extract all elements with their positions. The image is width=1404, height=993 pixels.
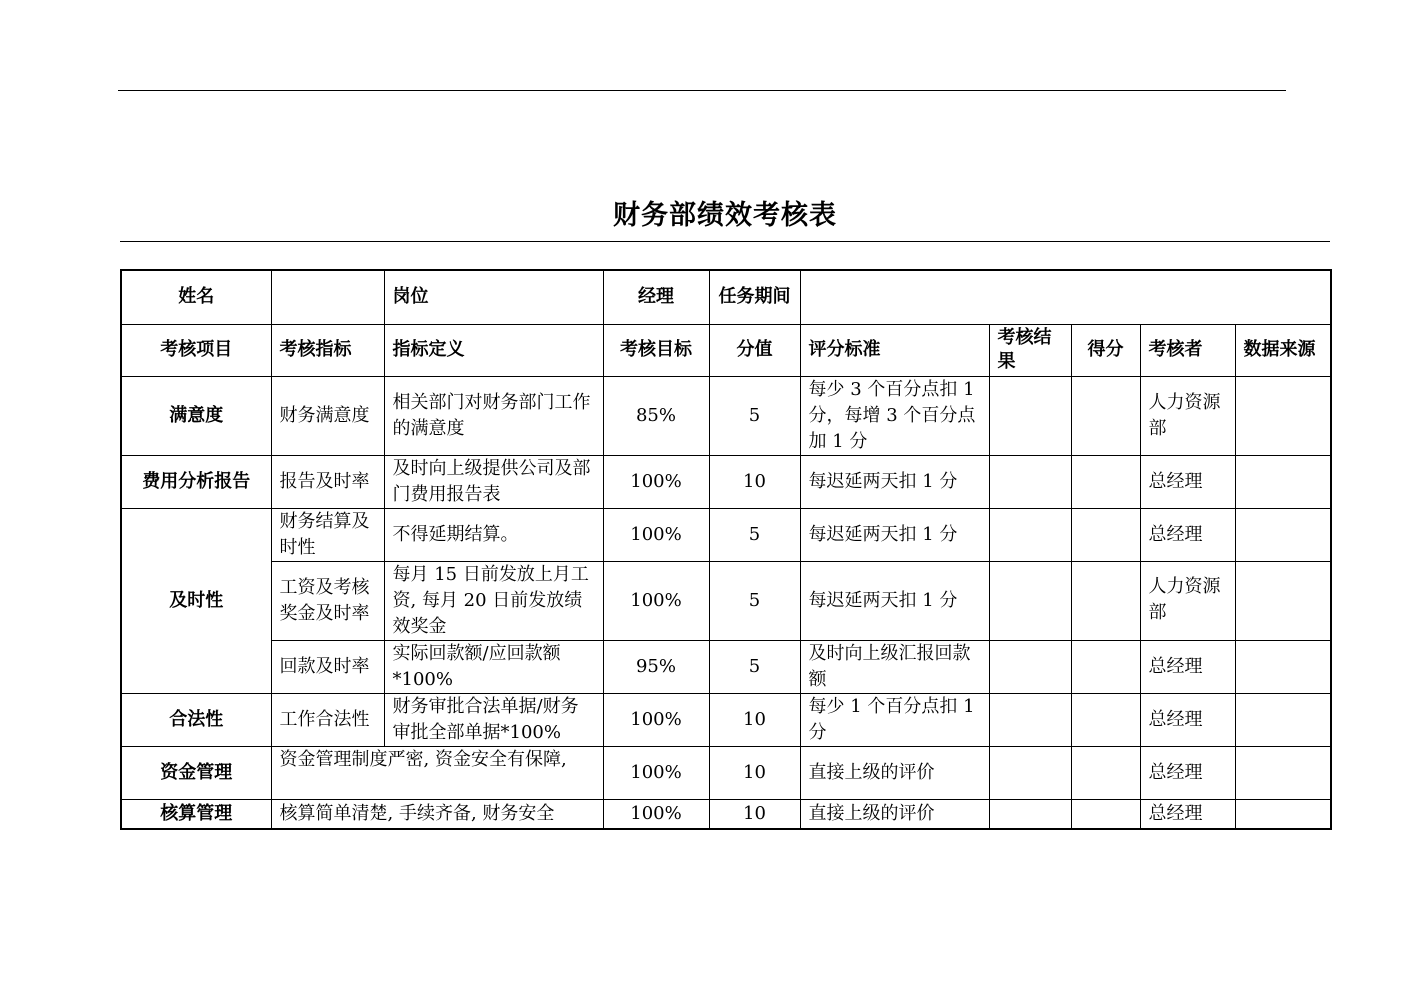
points-cell [1071, 376, 1140, 455]
points-cell [1071, 799, 1140, 829]
source-cell [1235, 376, 1331, 455]
assessment-table [120, 269, 1332, 830]
score-cell: 10 [709, 455, 800, 508]
definition-cell: 及时向上级提供公司及部门费用报告表 [384, 455, 603, 508]
points-cell [1071, 640, 1140, 693]
target-cell: 85% [603, 376, 709, 455]
criteria-cell: 每少 3 个百分点扣 1 分，每增 3 个百分点加 1 分 [800, 376, 989, 455]
source-cell [1235, 508, 1331, 561]
source-cell [1235, 455, 1331, 508]
target-cell: 100% [603, 455, 709, 508]
category-cell: 合法性 [121, 693, 271, 746]
score-cell: 5 [709, 376, 800, 455]
indicator-cell: 工作合法性 [271, 693, 384, 746]
col-header-target: 考核目标 [603, 324, 709, 376]
result-cell [989, 693, 1071, 746]
table-row [121, 640, 1331, 693]
page-title: 财务部绩效考核表 [613, 200, 837, 231]
indicator-cell: 财务满意度 [271, 376, 384, 455]
definition-cell: 相关部门对财务部门工作的满意度 [384, 376, 603, 455]
period-label: 任务期间 [709, 270, 800, 324]
score-cell: 10 [709, 693, 800, 746]
assessor-cell: 总经理 [1140, 640, 1235, 693]
criteria-cell: 每迟延两天扣 1 分 [800, 561, 989, 640]
col-header-criteria: 评分标准 [800, 324, 989, 376]
source-cell [1235, 799, 1331, 829]
assessor-cell: 总经理 [1140, 508, 1235, 561]
result-cell [989, 746, 1071, 799]
source-cell [1235, 746, 1331, 799]
score-cell: 10 [709, 746, 800, 799]
points-cell [1071, 746, 1140, 799]
result-cell [989, 508, 1071, 561]
column-header-row [121, 324, 1331, 376]
result-cell [989, 561, 1071, 640]
definition-cell: 每月 15 日前发放上月工资, 每月 20 日前发放绩效奖金 [384, 561, 603, 640]
criteria-cell: 每迟延两天扣 1 分 [800, 508, 989, 561]
col-header-assessor: 考核者 [1140, 324, 1235, 376]
position-value: 经理 [603, 270, 709, 324]
definition-cell: 实际回款额/应回款额*100% [384, 640, 603, 693]
category-cell: 费用分析报告 [121, 455, 271, 508]
points-cell [1071, 693, 1140, 746]
target-cell: 100% [603, 693, 709, 746]
col-header-indicator: 考核指标 [271, 324, 384, 376]
indicator-cell: 工资及考核奖金及时率 [271, 561, 384, 640]
category-cell: 及时性 [121, 508, 271, 693]
target-cell: 100% [603, 508, 709, 561]
col-header-result: 考核结果 [989, 324, 1071, 376]
assessor-cell: 人力资源部 [1140, 561, 1235, 640]
definition-cell: 财务审批合法单据/财务审批全部单据*100% [384, 693, 603, 746]
result-cell [989, 376, 1071, 455]
criteria-cell: 直接上级的评价 [800, 746, 989, 799]
info-row [121, 270, 1331, 324]
source-cell [1235, 640, 1331, 693]
col-header-definition: 指标定义 [384, 324, 603, 376]
target-cell: 100% [603, 746, 709, 799]
target-cell: 100% [603, 799, 709, 829]
col-header-score: 分值 [709, 324, 800, 376]
table-row [121, 376, 1331, 455]
indicator-cell: 核算简单清楚, 手续齐备, 财务安全 [271, 799, 603, 829]
target-cell: 95% [603, 640, 709, 693]
position-label: 岗位 [384, 270, 603, 324]
score-cell: 10 [709, 799, 800, 829]
name-value [271, 270, 384, 324]
col-header-category: 考核项目 [121, 324, 271, 376]
indicator-cell: 资金管理制度严密, 资金安全有保障, [271, 746, 603, 799]
source-cell [1235, 561, 1331, 640]
period-value [800, 270, 1331, 324]
table-row [121, 799, 1331, 829]
score-cell: 5 [709, 561, 800, 640]
col-header-points: 得分 [1071, 324, 1140, 376]
points-cell [1071, 561, 1140, 640]
score-cell: 5 [709, 508, 800, 561]
assessor-cell: 总经理 [1140, 455, 1235, 508]
assessor-cell: 人力资源部 [1140, 376, 1235, 455]
category-cell: 资金管理 [121, 746, 271, 799]
definition-cell: 不得延期结算。 [384, 508, 603, 561]
points-cell [1071, 508, 1140, 561]
criteria-cell: 直接上级的评价 [800, 799, 989, 829]
name-label: 姓名 [121, 270, 271, 324]
points-cell [1071, 455, 1140, 508]
criteria-cell: 及时向上级汇报回款额 [800, 640, 989, 693]
target-cell: 100% [603, 561, 709, 640]
indicator-cell: 财务结算及时性 [271, 508, 384, 561]
table-row [121, 693, 1331, 746]
indicator-cell: 报告及时率 [271, 455, 384, 508]
criteria-cell: 每少 1 个百分点扣 1 分 [800, 693, 989, 746]
col-header-source: 数据来源 [1235, 324, 1331, 376]
assessor-cell: 总经理 [1140, 746, 1235, 799]
result-cell [989, 640, 1071, 693]
criteria-cell: 每迟延两天扣 1 分 [800, 455, 989, 508]
title-rule [120, 241, 1330, 242]
table-row [121, 746, 1331, 799]
table-row [121, 455, 1331, 508]
table-row [121, 508, 1331, 561]
result-cell [989, 455, 1071, 508]
score-cell: 5 [709, 640, 800, 693]
result-cell [989, 799, 1071, 829]
assessor-cell: 总经理 [1140, 693, 1235, 746]
category-cell: 满意度 [121, 376, 271, 455]
source-cell [1235, 693, 1331, 746]
assessor-cell: 总经理 [1140, 799, 1235, 829]
category-cell: 核算管理 [121, 799, 271, 829]
header-rule [118, 90, 1286, 91]
indicator-cell: 回款及时率 [271, 640, 384, 693]
table-row [121, 561, 1331, 640]
